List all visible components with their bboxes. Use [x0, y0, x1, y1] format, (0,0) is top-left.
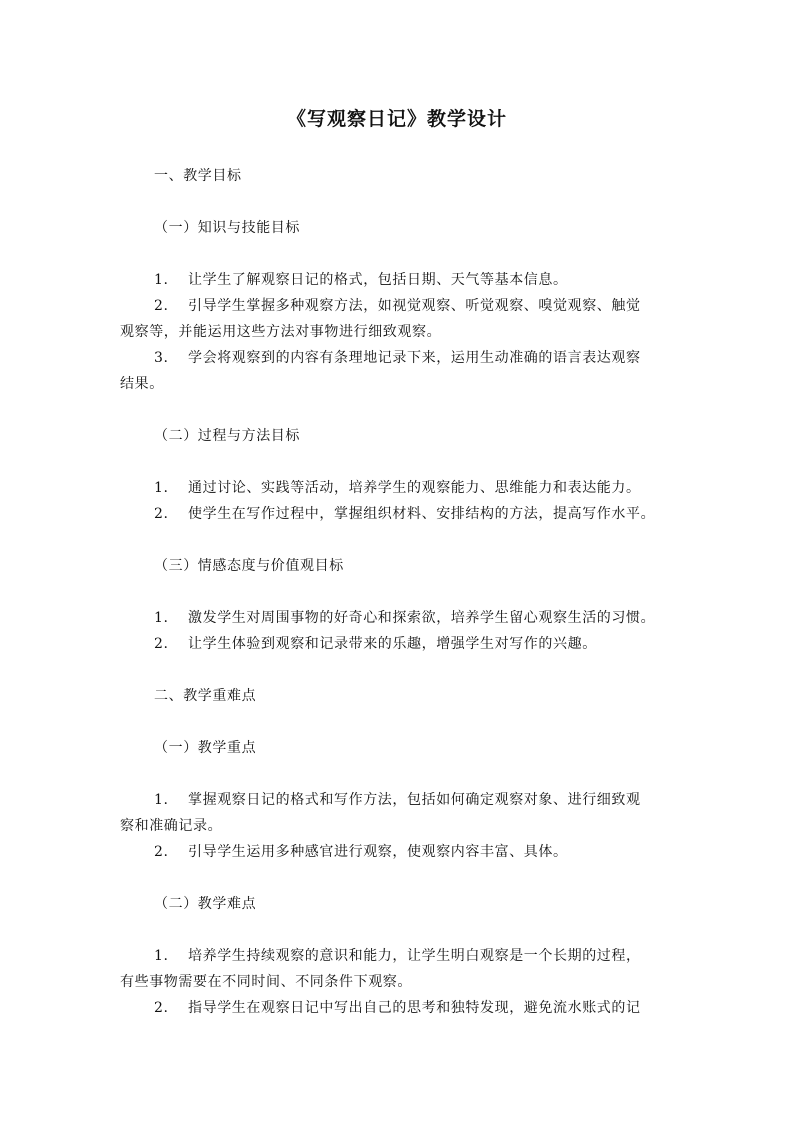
item-text: 让学生了解观察日记的格式，包括日期、天气等基本信息。: [188, 272, 568, 288]
item-number: 2.: [154, 636, 169, 652]
item-text: 掌握观察日记的格式和写作方法，包括如何确定观察对象、进行细致观: [188, 792, 641, 808]
item-text: 引导学生运用多种感官进行观察，使观察内容丰富、具体。: [188, 844, 568, 860]
item-number: 1.: [154, 610, 169, 626]
item-text-continuation: 结果。: [120, 376, 164, 392]
list-item: [154, 501, 655, 527]
item-text-continuation: 有些事物需要在不同时间、不同条件下观察。: [120, 974, 412, 990]
list-item: [154, 631, 597, 657]
section-heading-teaching-goals: 一、教学目标: [154, 168, 242, 184]
list-item: [154, 267, 568, 293]
list-item: [154, 787, 641, 813]
item-number: 2.: [154, 298, 169, 314]
item-text-continuation: 察和准确记录。: [120, 818, 223, 834]
item-number: 2.: [154, 506, 169, 522]
item-text: 激发学生对周围事物的好奇心和探索欲，培养学生留心观察生活的习惯。: [188, 610, 656, 626]
list-item: [154, 475, 641, 501]
list-item: [154, 345, 641, 371]
list-item: [154, 605, 655, 631]
list-item: [154, 943, 641, 969]
subheading-knowledge-skills: （一）知识与技能目标: [154, 220, 300, 236]
list-item: [154, 293, 641, 319]
item-text: 通过讨论、实践等活动，培养学生的观察能力、思维能力和表达能力。: [188, 480, 641, 496]
item-text: 培养学生持续观察的意识和能力，让学生明白观察是一个长期的过程，: [188, 948, 641, 964]
item-text: 学会将观察到的内容有条理地记录下来，运用生动准确的语言表达观察: [188, 350, 641, 366]
list-item: [154, 839, 568, 865]
item-text: 让学生体验到观察和记录带来的乐趣，增强学生对写作的兴趣。: [188, 636, 597, 652]
section-heading-key-difficult-points: 二、教学重难点: [154, 688, 257, 704]
item-text: 使学生在写作过程中，掌握组织材料、安排结构的方法，提高写作水平。: [188, 506, 656, 522]
item-number: 2.: [154, 844, 169, 860]
item-number: 3.: [154, 350, 169, 366]
subheading-difficult-points: （二）教学难点: [154, 896, 257, 912]
item-number: 1.: [154, 948, 169, 964]
item-number: 1.: [154, 792, 169, 808]
subheading-key-points: （一）教学重点: [154, 740, 257, 756]
item-text: 指导学生在观察日记中写出自己的思考和独特发现，避免流水账式的记: [188, 1000, 641, 1016]
item-text: 引导学生掌握多种观察方法，如视觉观察、听觉观察、嗅觉观察、触觉: [188, 298, 641, 314]
subheading-emotion-values: （三）情感态度与价值观目标: [154, 558, 344, 574]
document-title: 《写观察日记》教学设计: [286, 108, 507, 130]
item-number: 1.: [154, 480, 169, 496]
item-text-continuation: 观察等，并能运用这些方法对事物进行细致观察。: [120, 324, 442, 340]
item-number: 2.: [154, 1000, 169, 1016]
item-number: 1.: [154, 272, 169, 288]
list-item: [154, 995, 641, 1021]
subheading-process-methods: （二）过程与方法目标: [154, 428, 300, 444]
